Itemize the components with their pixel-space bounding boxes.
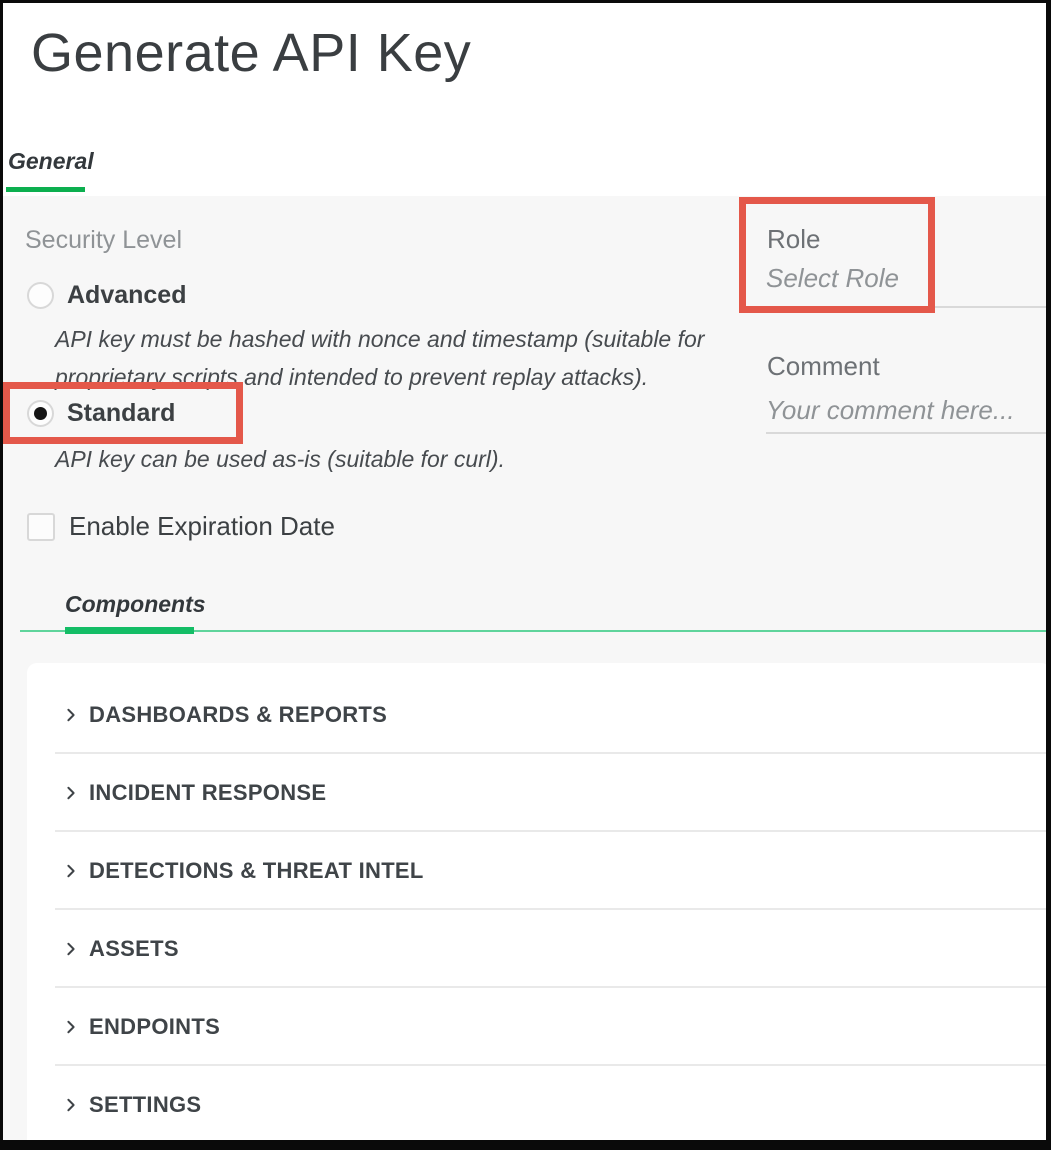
- tab-components-active-underline: [65, 627, 194, 634]
- screenshot-border-top: [0, 0, 1051, 3]
- tab-components[interactable]: Components: [65, 591, 206, 617]
- screenshot-border-bottom: [0, 1140, 1051, 1150]
- enable-expiration-label[interactable]: Enable Expiration Date: [69, 511, 335, 541]
- tab-general-active-underline: [6, 187, 85, 192]
- security-level-label: Security Level: [25, 226, 183, 254]
- component-row-incident-response[interactable]: [27, 754, 1051, 832]
- component-row-detections-threat-intel[interactable]: [27, 832, 1051, 910]
- standard-radio-label[interactable]: Standard: [67, 399, 176, 427]
- component-row-label: SETTINGS: [89, 1092, 202, 1117]
- screenshot-border-left: [0, 0, 3, 1150]
- tab-general[interactable]: General: [8, 148, 94, 174]
- component-row-endpoints[interactable]: [27, 988, 1051, 1066]
- enable-expiration-checkbox[interactable]: [27, 513, 55, 541]
- advanced-description-line2: proprietary scripts and intended to prevent replay attacks).: [55, 364, 649, 390]
- radio-selected-dot-icon: [34, 407, 47, 420]
- page-title: Generate API Key: [31, 23, 472, 83]
- component-row-label: ASSETS: [89, 936, 179, 961]
- role-select-placeholder: Select Role: [766, 263, 899, 293]
- role-select-field[interactable]: [766, 258, 1047, 308]
- chevron-right-icon: [62, 706, 80, 724]
- component-row-dashboards-reports[interactable]: [27, 676, 1051, 754]
- advanced-description-line1: API key must be hashed with nonce and timestamp (suitable for: [55, 326, 705, 352]
- component-row-label: DASHBOARDS & REPORTS: [89, 702, 388, 727]
- chevron-right-icon: [62, 1018, 80, 1036]
- comment-label: Comment: [767, 351, 880, 381]
- screenshot-border-right: [1046, 0, 1051, 1150]
- chevron-right-icon: [62, 862, 80, 880]
- chevron-right-icon: [62, 1096, 80, 1114]
- component-row-label: ENDPOINTS: [89, 1014, 221, 1039]
- standard-description: API key can be used as-is (suitable for curl).: [55, 446, 505, 472]
- chevron-right-icon: [62, 784, 80, 802]
- component-row-label: INCIDENT RESPONSE: [89, 780, 327, 805]
- component-row-label: DETECTIONS & THREAT INTEL: [89, 858, 424, 883]
- component-row-assets[interactable]: [27, 910, 1051, 988]
- comment-input[interactable]: [766, 388, 1047, 434]
- advanced-radio-label[interactable]: Advanced: [67, 281, 187, 309]
- role-label: Role: [767, 224, 821, 254]
- components-panel: [27, 663, 1051, 1150]
- component-row-settings[interactable]: [27, 1066, 1051, 1144]
- advanced-radio[interactable]: [27, 282, 54, 309]
- standard-radio[interactable]: [27, 400, 54, 427]
- chevron-right-icon: [62, 940, 80, 958]
